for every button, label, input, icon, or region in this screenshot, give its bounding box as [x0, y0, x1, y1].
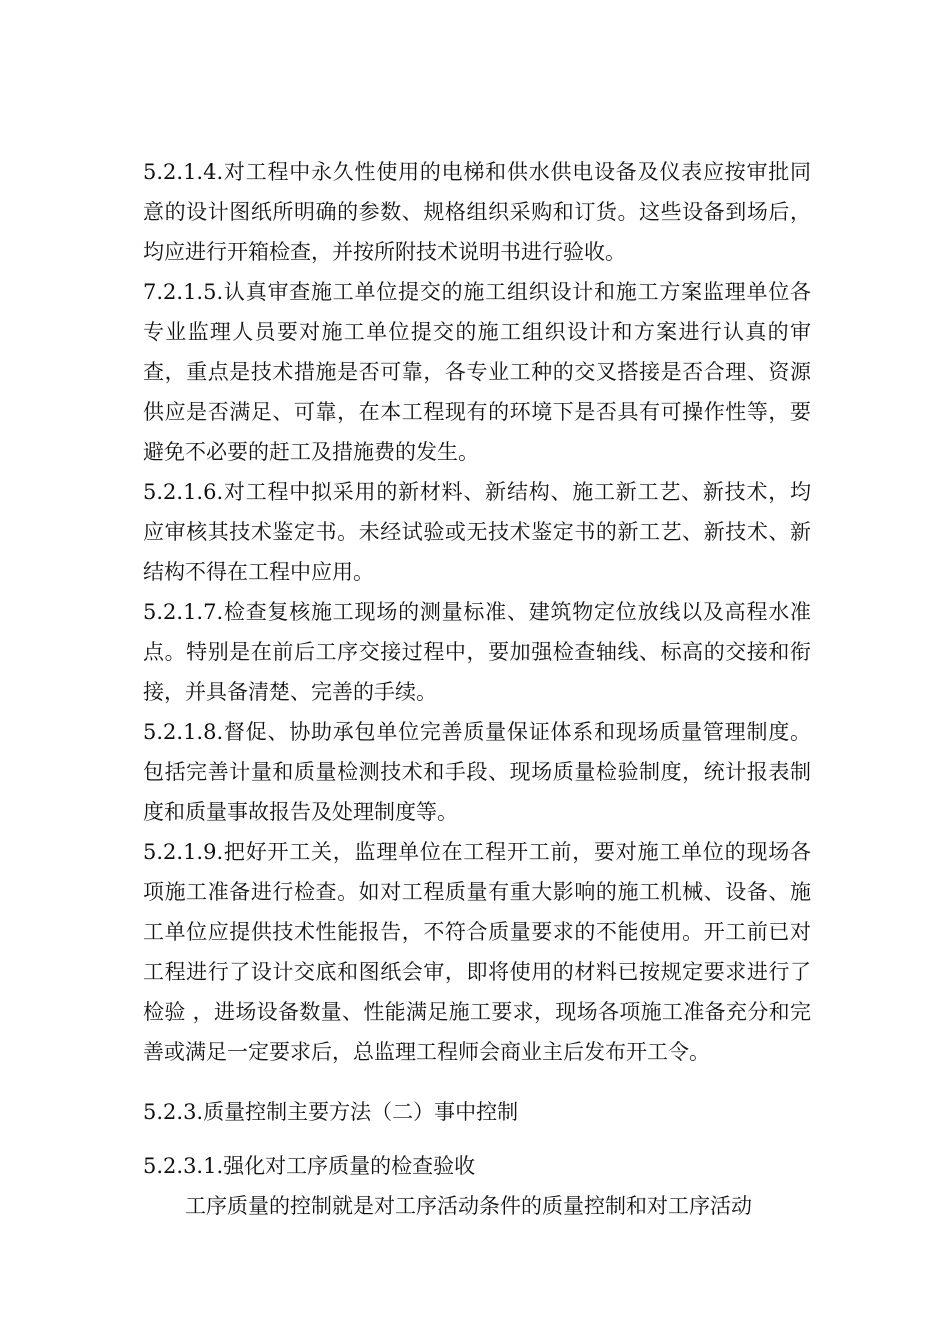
paragraph-5-2-1-9: 5.2.1.9.把好开工关，监理单位在工程开工前，要对施工单位的现场各项施工准备进行检查。如对工程质量有重大影响的施工机械、设备、施工单位应提供技术性能报告，不符合质量要求的不能使用。开工前已对工程进行了设计交底和图纸会审，即将使用的材料已按规定要求进行了检验 ，进场设备数量、性能满足施工要求，现场各项施工准备充分和完善或满足一定要求后，总监理工程师会商业主后发布开工令。	[143, 840, 811, 1064]
subsection-heading-5-2-3-1: 5.2.3.1.强化对工序质量的检查验收	[143, 1154, 476, 1178]
body-paragraph: 工序质量的控制就是对工序活动条件的质量控制和对工序活动	[185, 1194, 752, 1218]
paragraph-5-2-1-4: 5.2.1.4.对工程中永久性使用的电梯和供水供电设备及仪表应按审批同意的设计图纸所明确的参数、规格组织采购和订货。这些设备到场后，均应进行开箱检查，并按所附技术说明书进行验收。	[143, 160, 811, 264]
paragraph-5-2-1-8: 5.2.1.8.督促、协助承包单位完善质量保证体系和现场质量管理制度。包括完善计量和质量检测技术和手段、现场质量检验制度，统计报表制度和质量事故报告及处理制度等。	[143, 720, 811, 824]
document-body	[143, 152, 811, 1226]
section-heading-5-2-3: 5.2.3.质量控制主要方法（二）事中控制	[143, 1100, 519, 1124]
paragraph-7-2-1-5: 7.2.1.5.认真审查施工单位提交的施工组织设计和施工方案监理单位各专业监理人员要对施工单位提交的施工组织设计和方案进行认真的审查，重点是技术措施是否可靠，各专业工种的交叉搭接是否合理、资源供应是否满足、可靠，在本工程现有的环境下是否具有可操作性等，要避免不必要的赶工及措施费的发生。	[143, 280, 811, 464]
paragraph-5-2-1-6: 5.2.1.6.对工程中拟采用的新材料、新结构、施工新工艺、新技术，均应审核其技术鉴定书。未经试验或无技术鉴定书的新工艺、新技术、新结构不得在工程中应用。	[143, 480, 811, 584]
paragraph-5-2-1-7: 5.2.1.7.检查复核施工现场的测量标准、建筑物定位放线以及高程水准点。特别是在前后工序交接过程中，要加强检查轴线、标高的交接和衔接，并具备清楚、完善的手续。	[143, 600, 811, 704]
